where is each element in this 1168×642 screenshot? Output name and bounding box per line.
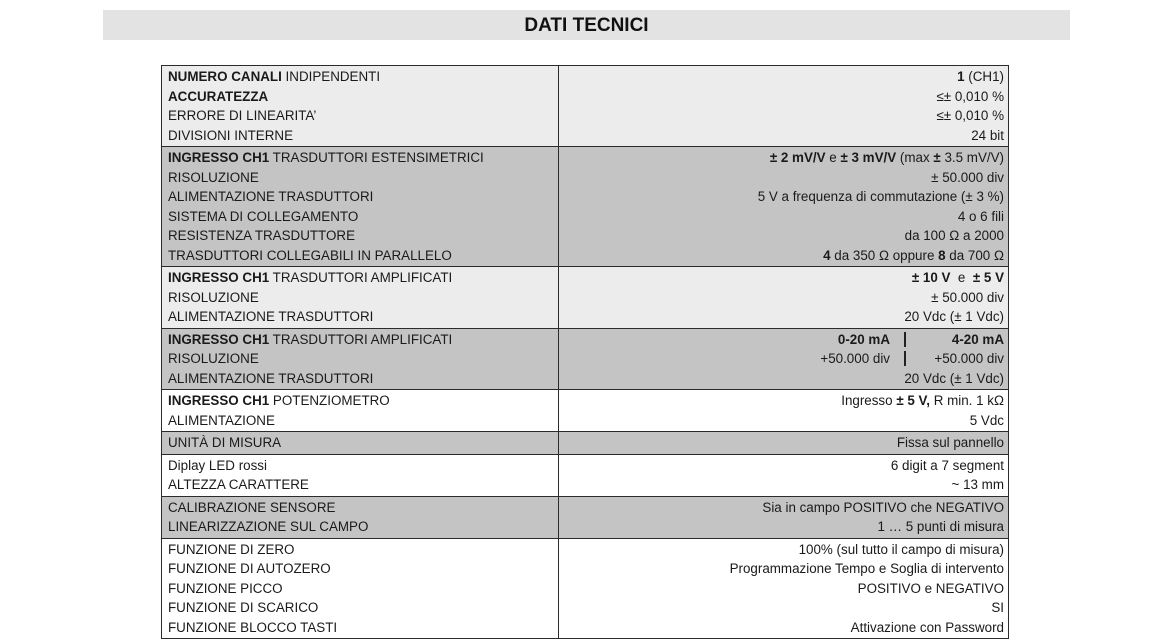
section-potentiometer (162, 390, 1009, 432)
section-general (162, 66, 1009, 147)
spec-label: INGRESSO CH1 POTENZIOMETRO (168, 393, 390, 408)
section-values (559, 454, 1009, 496)
section-amplified-current (162, 328, 1009, 390)
section-labels (162, 454, 559, 496)
spec-label: SISTEMA DI COLLEGAMENTO (168, 208, 359, 224)
spec-table (161, 65, 1009, 639)
spec-label: ALIMENTAZIONE TRASDUTTORI (168, 309, 374, 324)
spec-label: UNITÀ DI MISURA (162, 432, 559, 455)
spec-value: 5 Vdc (969, 412, 1004, 428)
spec-label: RISOLUZIONE (168, 351, 259, 366)
spec-value: ± 50.000 div (931, 289, 1004, 305)
spec-label: NUMERO CANALI INDIPENDENTI (168, 69, 381, 84)
spec-label: RESISTENZA TRASDUTTORE (168, 228, 356, 243)
spec-value: Programmazione Tempo e Soglia di intervento (729, 561, 1004, 576)
spec-value: ± 10 V e ± 5 V (911, 270, 1004, 285)
spec-value: ≤± 0,010 % (936, 108, 1004, 123)
section-amplified-voltage (162, 267, 1009, 329)
section-labels (162, 328, 559, 390)
section-labels (162, 496, 559, 538)
spec-label: INGRESSO CH1 TRASDUTTORI AMPLIFICATI (168, 270, 453, 285)
spec-value: 100% (sul tutto il campo di misura) (798, 541, 1004, 557)
spec-value: Sia in campo POSITIVO che NEGATIVO (762, 499, 1004, 515)
section-values (559, 66, 1009, 147)
spec-value: ≤± 0,010 % (936, 88, 1004, 104)
section-labels (162, 390, 559, 432)
section-values (559, 147, 1009, 267)
section-labels (162, 147, 559, 267)
spec-value: 6 digit a 7 segment (890, 457, 1004, 473)
spec-label: DIVISIONI INTERNE (168, 127, 293, 143)
spec-value: 4 o 6 fili (957, 208, 1004, 224)
section-values (559, 390, 1009, 432)
spec-value: 5 V a frequenza di commutazione (± 3 %) (757, 189, 1004, 204)
spec-value: 20 Vdc (± 1 Vdc) (904, 370, 1004, 386)
spec-value: Ingresso ± 5 V, R min. 1 kΩ (841, 393, 1004, 408)
spec-label: LINEARIZZAZIONE SUL CAMPO (168, 519, 369, 534)
column-divider (904, 332, 906, 347)
spec-value: 1 … 5 punti di misura (877, 519, 1004, 534)
spec-label: RISOLUZIONE (168, 289, 259, 305)
resolution-4-20: +50.000 div (934, 351, 1004, 366)
column-divider (904, 351, 906, 366)
spec-label: TRASDUTTORI COLLEGABILI IN PARALLELO (168, 247, 452, 263)
range-0-20: 0-20 mA (837, 331, 890, 347)
spec-label: INGRESSO CH1 TRASDUTTORI ESTENSIMETRICI (168, 150, 484, 165)
current-range-row (565, 330, 1004, 350)
spec-label: FUNZIONE DI SCARICO (168, 600, 319, 615)
section-values (559, 328, 1009, 390)
spec-value: Attivazione con Password (850, 619, 1004, 635)
spec-value: SI (991, 600, 1004, 615)
spec-label: RISOLUZIONE (168, 169, 259, 185)
spec-value: ± 2 mV/V e ± 3 mV/V (max ± 3.5 mV/V) (769, 150, 1004, 165)
spec-label: FUNZIONE DI ZERO (168, 541, 295, 557)
spec-value: da 100 Ω a 2000 (904, 228, 1004, 243)
spec-value: 24 bit (971, 127, 1004, 143)
spec-label: ALTEZZA CARATTERE (168, 477, 309, 492)
spec-label: FUNZIONE DI AUTOZERO (168, 561, 331, 576)
spec-label: ALIMENTAZIONE TRASDUTTORI (168, 189, 374, 204)
section-strain-gauge (162, 147, 1009, 267)
section-unit (162, 432, 1009, 455)
spec-label: Diplay LED rossi (168, 457, 267, 473)
spec-label: ALIMENTAZIONE (168, 412, 275, 428)
spec-label: ALIMENTAZIONE TRASDUTTORI (168, 370, 374, 386)
spec-value: Fissa sul pannello (559, 432, 1009, 455)
spec-value: 4 da 350 Ω oppure 8 da 700 Ω (823, 247, 1004, 263)
spec-label: INGRESSO CH1 TRASDUTTORI AMPLIFICATI (168, 331, 453, 347)
spec-label: FUNZIONE BLOCCO TASTI (168, 619, 338, 635)
spec-value: ~ 13 mm (951, 477, 1004, 492)
section-labels (162, 66, 559, 147)
section-calibration (162, 496, 1009, 538)
section-display (162, 454, 1009, 496)
spec-label: ERRORE DI LINEARITA’ (168, 108, 317, 123)
spec-label: ACCURATEZZA (168, 88, 269, 104)
spec-value: 1 (CH1) (957, 69, 1004, 84)
section-labels (162, 538, 559, 639)
section-values (559, 538, 1009, 639)
range-4-20: 4-20 mA (951, 331, 1004, 347)
current-resolution-row (565, 349, 1004, 369)
spec-label: FUNZIONE PICCO (168, 580, 283, 596)
section-functions (162, 538, 1009, 639)
section-labels (162, 267, 559, 329)
spec-label: CALIBRAZIONE SENSORE (168, 499, 336, 515)
section-values (559, 267, 1009, 329)
spec-value: ± 50.000 div (931, 169, 1004, 185)
spec-value: 20 Vdc (± 1 Vdc) (904, 309, 1004, 324)
spec-value: POSITIVO e NEGATIVO (857, 580, 1004, 596)
section-values (559, 496, 1009, 538)
resolution-0-20: +50.000 div (820, 351, 890, 366)
page-title: DATI TECNICI (103, 10, 1070, 40)
